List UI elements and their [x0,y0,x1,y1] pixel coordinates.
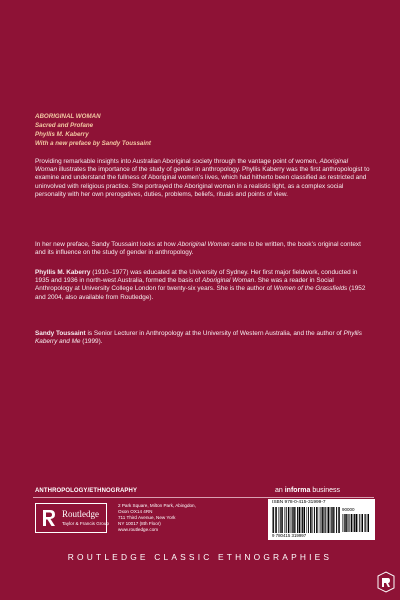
barcode-stripe [288,507,290,533]
barcode-stripe [312,507,313,533]
barcode-stripe [324,507,325,533]
text-run: is Senior Lecturer in Anthropology at the University of Western Australia, and the author of [85,330,344,337]
preface-paragraph [35,241,371,257]
publisher-group: Taylor & Francis Group [62,521,109,526]
category-label: ANTHROPOLOGY/ETHNOGRAPHY [35,488,138,494]
text-run: came to be written, the book’s original context and its influence on the study of gender in anthropology. [35,241,361,257]
barcode-stripe [272,507,273,533]
barcode-stripe [284,507,285,533]
price-code: 90000 [342,507,355,512]
barcode-stripe [365,514,366,532]
barcode-stripe [344,514,345,532]
book-subtitle: Sacred and Profane [35,122,94,129]
barcode-stripe [291,507,292,533]
barcode-bars [272,507,340,533]
barcode-stripe [301,507,302,533]
series-title: ROUTLEDGE CLASSIC ETHNOGRAPHIES [67,552,333,562]
text-run: . She was a reader in Social Anthropology at University College London for twenty-six years. She is the author of [35,277,334,293]
barcode-stripe [275,507,277,533]
italic-title: Phyllis Kaberry and Me [35,330,362,346]
barcode-stripe [321,507,322,533]
barcode-stripe [359,514,360,532]
barcode-stripe [332,507,334,533]
footer-divider [33,497,374,498]
barcode-stripe [338,507,340,533]
barcode-stripe [302,507,303,533]
text-run: Providing remarkable insights into Australian Aboriginal society through the vantage point of women, [35,158,320,165]
informa-tagline [275,487,340,494]
barcode-stripe [356,514,358,532]
blurb-paragraph [35,158,371,199]
barcode-stripe [345,514,347,532]
informa-brand: informa [284,487,311,494]
italic-title: Aboriginal Woman [35,158,348,174]
barcode-stripe [292,507,293,533]
barcode-stripe [330,507,331,533]
publisher-name: Routledge [62,509,99,519]
publisher-corner-icon [377,571,395,593]
editor-name: Sandy Toussaint [35,330,86,337]
barcode-stripe [322,507,324,533]
barcode-stripe [273,507,274,533]
address-line: 711 Third Avenue, New York [118,515,176,520]
barcode-stripe [353,514,354,532]
text-run: (1910–1977) was educated at the University of Sydney. Her first major fieldwork, conducted in 1935 and 1936 in north-west Australia, formed the basis of [35,269,358,285]
barcode-stripe [368,514,370,532]
barcode-stripe [354,514,355,532]
barcode-stripe [293,507,295,533]
barcode-stripe [358,514,359,532]
book-header [35,112,375,148]
barcode-stripe [314,507,315,533]
barcode-stripe [299,507,301,533]
barcode-stripe [364,514,365,532]
barcode-stripe [336,507,337,533]
publisher-logo [35,503,107,533]
barcode [268,499,375,540]
italic-title: Aboriginal Woman [201,277,255,285]
barcode-stripe [308,507,309,533]
preface-credit: With a new preface by Sandy Toussaint [35,140,151,147]
barcode-stripe [310,507,312,533]
isbn-number: 9 780415 319997 [272,533,307,538]
barcode-stripe [319,507,320,533]
barcode-stripe [362,514,364,532]
address-line: Oxon OX14 4RN [118,509,153,514]
barcode-stripe [328,507,330,533]
text-run: (1952 and 2004, also available from Routledge). [35,285,366,301]
barcode-stripe [281,507,283,533]
address-line: NY 10017 (8th Floor) [118,521,161,526]
routledge-logo-icon [41,509,57,527]
italic-title: Women of the Grassfields [273,285,348,293]
text-run: (1999). [80,338,103,346]
text-run: business [310,487,340,494]
text-run: In her new preface, Sandy Toussaint looks at how [35,241,178,248]
book-author: Phyllis M. Kaberry [35,131,89,138]
barcode-stripe [316,507,318,533]
book-title: ABORIGINAL WOMAN [35,113,101,120]
barcode-stripe [297,507,298,533]
barcode-stripe [347,514,348,532]
text-run: illustrates the importance of the study of gender in anthropology. Phyllis Kaberry was the first anthropologist to examine and understand the fullness of Aboriginal women’s lives, which had hitherto been classified as restricted and uninvolved with religious practice. She portrayed the Aboriginal woman in a realistic light, as a complex social personality with her own prerogatives, duties, problems, beliefs, rituals and points of view. [35,166,370,198]
address-line: www.routledge.com [118,527,159,532]
author-name: Phyllis M. Kaberry [35,269,91,276]
price-bars [342,514,370,532]
barcode-stripe [295,507,296,533]
barcode-stripe [280,507,281,533]
text-run: an [275,487,285,494]
barcode-stripe [331,507,332,533]
barcode-stripe [286,507,287,533]
italic-title: Aboriginal Woman [177,241,230,248]
barcode-stripe [325,507,326,533]
author-bio-paragraph [35,269,371,302]
address-line: 2 Park Square, Milton Park, Abingdon, [118,503,196,508]
barcode-stripe [351,514,353,532]
publisher-address [118,503,218,533]
isbn-label: ISBN 978-0-415-31999-7 [272,500,326,505]
barcode-stripe [334,507,335,533]
barcode-stripe [342,514,343,532]
barcode-stripe [306,507,307,533]
barcode-stripe [304,507,306,533]
barcode-stripe [349,514,350,532]
barcode-stripe [278,507,279,533]
editor-bio-paragraph [35,330,371,346]
